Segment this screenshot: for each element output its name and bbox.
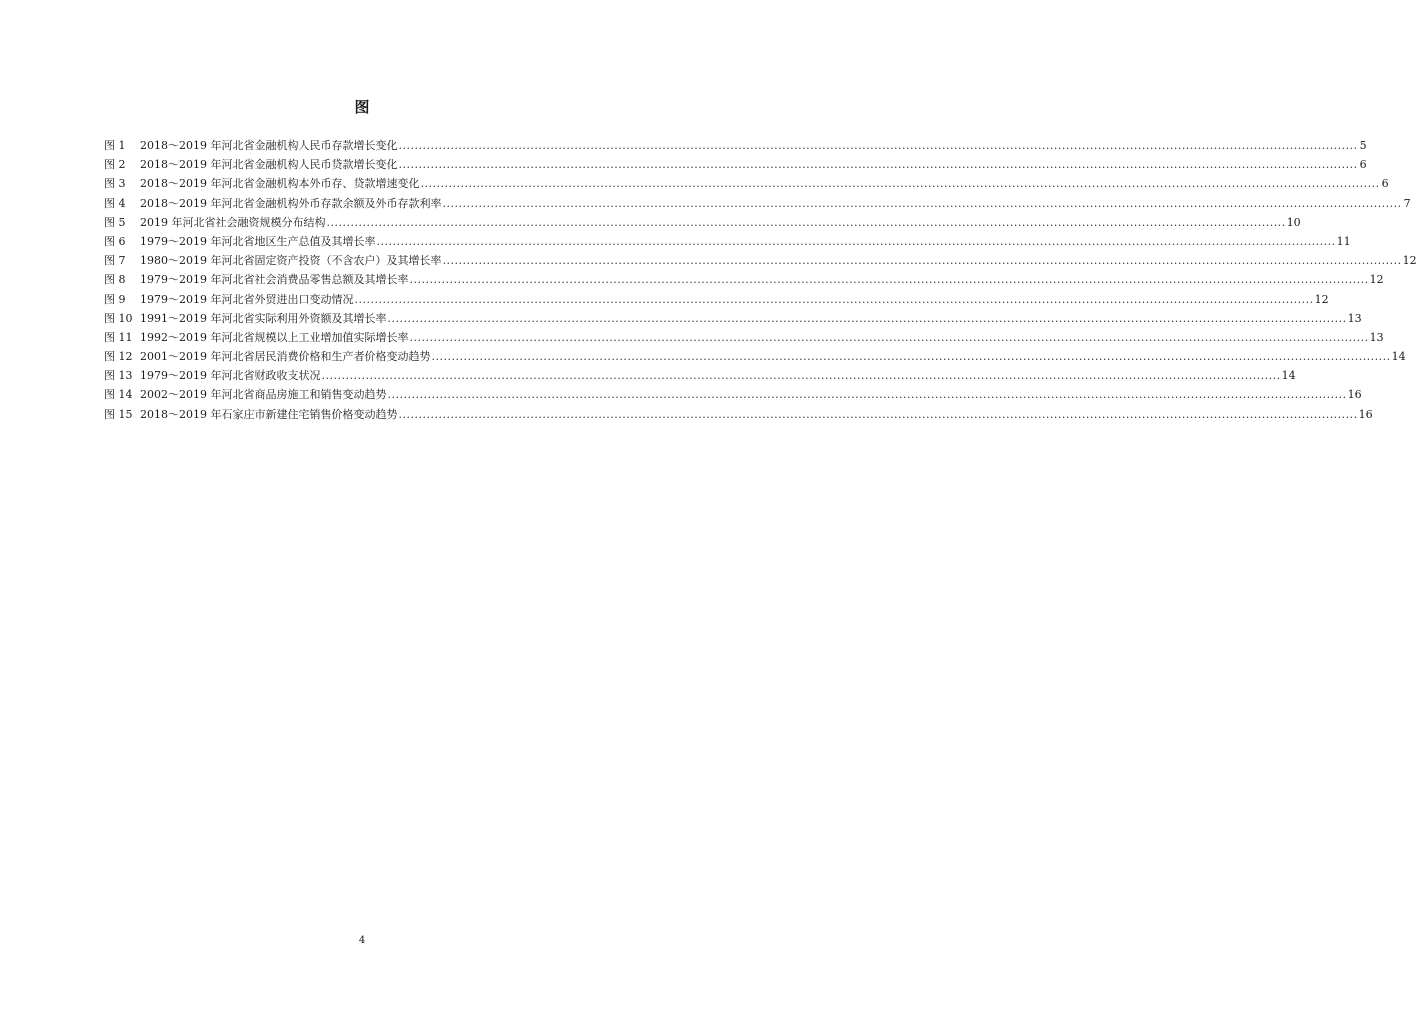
toc-entry[interactable] [104, 213, 1301, 232]
toc-entry[interactable] [104, 309, 1362, 328]
figure-label: 图 13 [104, 369, 133, 383]
page-number: 4 [358, 935, 366, 946]
figure-list [104, 136, 1417, 424]
page-ref: 5 [1359, 139, 1367, 152]
page-ref: 12 [1402, 254, 1417, 268]
figure-title: 1979～2019 年河北省外贸进出口变动情况 [140, 292, 354, 306]
figure-title: 1979～2019 年河北省财政收支状况 [140, 369, 321, 383]
figure-title: 2018～2019 年河北省金融机构人民币存款增长变化 [140, 139, 398, 152]
figure-label: 图 5 [104, 215, 126, 229]
page-ref: 13 [1347, 311, 1362, 325]
figure-title: 2001～2019 年河北省居民消费价格和生产者价格变动趋势 [140, 350, 431, 364]
dot-leader [376, 232, 1335, 251]
dot-leader [398, 136, 1357, 155]
page-ref: 14 [1281, 369, 1296, 383]
figure-title: 2018～2019 年河北省金融机构人民币贷款增长变化 [140, 158, 398, 172]
page-ref: 16 [1347, 388, 1362, 402]
toc-entry[interactable] [104, 328, 1384, 347]
figure-title: 1979～2019 年河北省社会消费品零售总额及其增长率 [140, 273, 409, 287]
page-ref: 10 [1286, 215, 1301, 229]
toc-entry[interactable] [104, 136, 1367, 155]
toc-entry[interactable] [104, 155, 1367, 174]
figure-title: 1980～2019 年河北省固定资产投资（不含农户）及其增长率 [140, 254, 442, 268]
dot-leader [420, 174, 1379, 193]
dot-leader [409, 328, 1368, 347]
figure-label: 图 9 [104, 292, 126, 306]
page-ref: 7 [1403, 196, 1411, 210]
figure-title: 2018～2019 年石家庄市新建住宅销售价格变动趋势 [140, 407, 398, 421]
figure-title: 2019 年河北省社会融资规模分布结构 [140, 215, 326, 229]
toc-entry[interactable] [104, 251, 1417, 270]
toc-entry[interactable] [104, 347, 1406, 366]
page-ref: 6 [1381, 177, 1389, 191]
dot-leader [321, 366, 1280, 385]
page-ref: 11 [1336, 234, 1351, 248]
toc-entry[interactable] [104, 366, 1296, 385]
dot-leader [442, 194, 1401, 213]
figure-label: 图 7 [104, 254, 126, 268]
toc-entry[interactable] [104, 270, 1384, 289]
page-ref: 12 [1369, 273, 1384, 287]
figure-title: 2018～2019 年河北省金融机构本外币存、贷款增速变化 [140, 177, 420, 191]
page-ref: 13 [1369, 330, 1384, 344]
dot-leader [327, 213, 1286, 232]
figure-label: 图 14 [104, 388, 133, 402]
toc-entry[interactable] [104, 174, 1389, 193]
toc-entry[interactable] [104, 232, 1351, 251]
page-ref: 12 [1314, 292, 1329, 306]
figure-title: 1992～2019 年河北省规模以上工业增加值实际增长率 [140, 330, 409, 344]
dot-leader [387, 309, 1346, 328]
figure-label: 图 2 [104, 158, 126, 172]
dot-leader [409, 270, 1368, 289]
figure-title: 1979～2019 年河北省地区生产总值及其增长率 [140, 234, 376, 248]
dot-leader [398, 155, 1357, 174]
dot-leader [442, 251, 1401, 270]
figure-label: 图 11 [104, 330, 133, 344]
figure-title: 2018～2019 年河北省金融机构外币存款余额及外币存款利率 [140, 196, 442, 210]
figure-label: 图 8 [104, 273, 126, 287]
figure-label: 图 6 [104, 234, 126, 248]
figure-label: 图 12 [104, 350, 133, 364]
dot-leader [387, 385, 1346, 404]
figure-title: 1991～2019 年河北省实际利用外资额及其增长率 [140, 311, 387, 325]
page-ref: 14 [1391, 350, 1406, 364]
toc-entry[interactable] [104, 385, 1362, 404]
toc-entry[interactable] [104, 290, 1329, 309]
toc-entry[interactable] [104, 405, 1373, 424]
figure-label: 图 15 [104, 407, 133, 421]
page-ref: 16 [1358, 407, 1373, 421]
dot-leader [431, 347, 1390, 366]
figure-title: 2002～2019 年河北省商品房施工和销售变动趋势 [140, 388, 387, 402]
dot-leader [398, 405, 1357, 424]
figure-label: 图 3 [104, 177, 126, 191]
page-ref: 6 [1359, 158, 1367, 172]
figure-label: 图 1 [104, 139, 126, 152]
figure-label: 图 4 [104, 196, 126, 210]
page-title: 图 [354, 98, 370, 116]
figure-label: 图 10 [104, 311, 133, 325]
dot-leader [354, 290, 1313, 309]
toc-entry[interactable] [104, 194, 1411, 213]
